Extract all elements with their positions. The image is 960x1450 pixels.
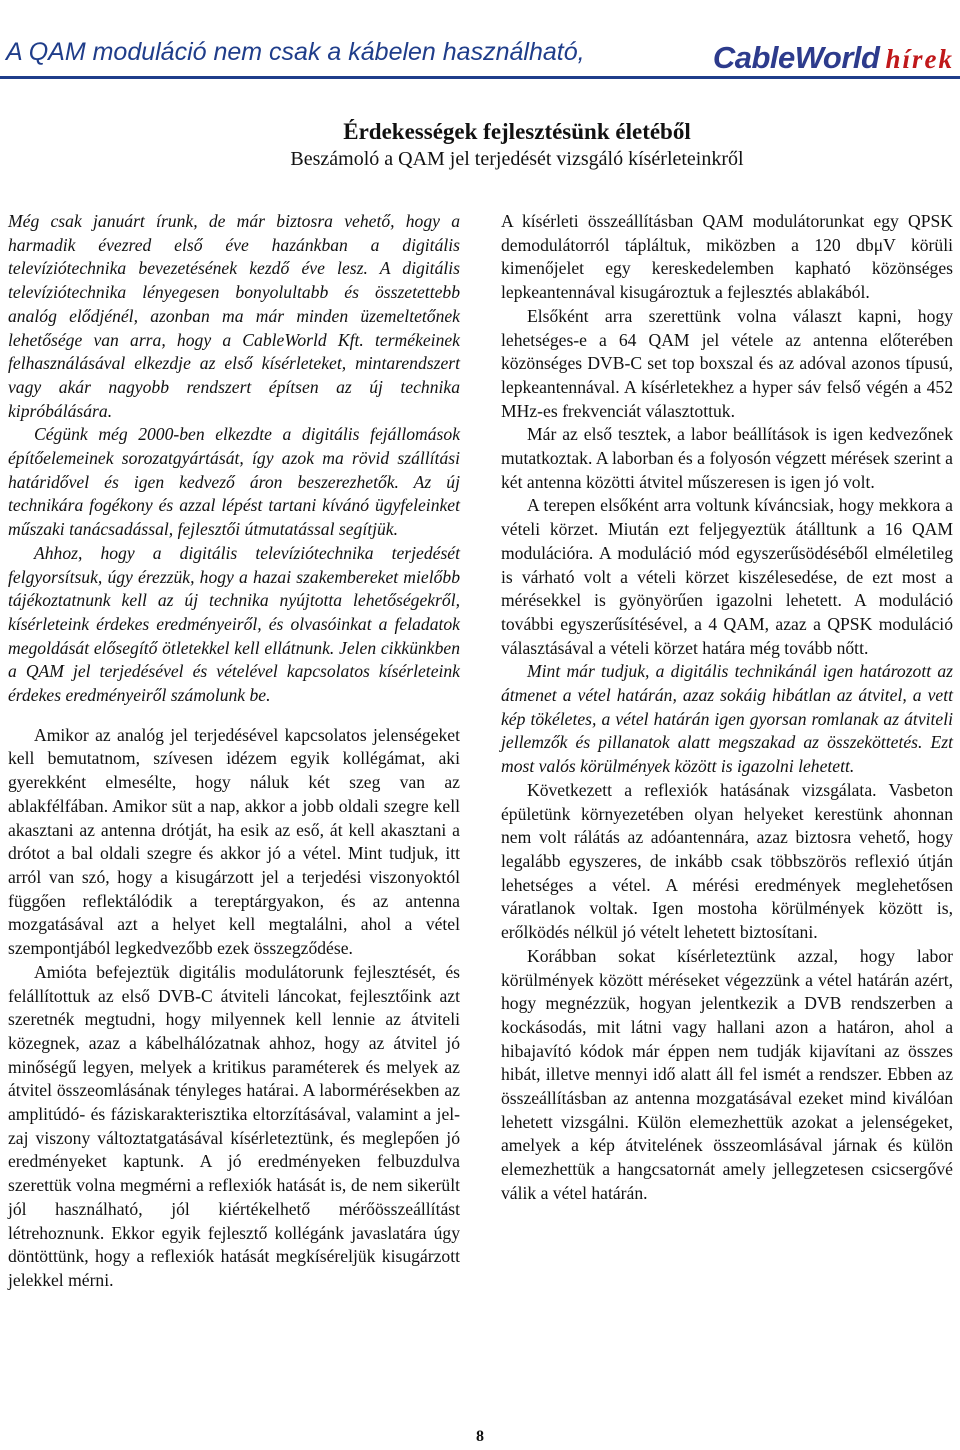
left-column xyxy=(8,210,460,1293)
cableworld-logo xyxy=(713,40,954,76)
logo-main-text: CableWorld xyxy=(712,40,880,75)
intro-paragraph: Még csak januárt írunk, de már biztosra vehető, hogy a harmadik évezred első éve hazánkban a digitális televíziótechnika bevezetésének kezdő éve lesz. A digitális televíziótechnika lényegesen bonyolultabb és összetettebb analóg elődjénél, azonban ma már minden üzemeltetőnek lehetősége van arra, hogy a CableWorld Kft. termékeinek felhasználásával elkezdje az első kísérleteket, mintarendszert vagy akár nagyobb rendszert építsen az új technika kipróbálására. xyxy=(8,211,460,421)
header-title: A QAM moduláció nem csak a kábelen használható, xyxy=(6,38,585,66)
body-paragraph: A terepen elsőként arra voltunk kíváncsiak, hogy mekkora a vételi körzet. Miután ezt feljegyeztük átálltunk a 16 QAM modulációra. A moduláció mód egyszerűsödéséből elméletileg is várható volt a vételi körzet kiszélesedése, de ezt most a mérésekkel is gyönyörűen igazolni lehetett. A moduláció további egyszerűsítésével, a 4 QAM, azaz a QPSK moduláció választásával a vételi körzet határa még tovább nőtt. xyxy=(501,495,953,658)
body-paragraph-italic: Mint már tudjuk, a digitális technikánál igen határozott az átmenet a vétel határán, azaz sokáig hibátlan az átvitel, a vett kép tökéletes, a vétel határán igen gyorsan romlanak az átviteli jellemzők és pillanatok alatt megszakad az összeköttetés. Ezt most valós körülmények között is igazolni lehetett. xyxy=(501,661,953,777)
page-number: 8 xyxy=(476,1428,484,1445)
body-paragraph: Korábban sokat kísérleteztünk azzal, hogy labor körülmények között méréseket végezzünk a vétel határán azért, hogy megnézzük, hogyan jelentkezik a DVB rendszerben a kockásodás, mit látni vagy hallani azon a határon, ahol a hibajavító kódok már éppen nem tudják kijavítani az összes hibát, illetve mennyi idő alatt áll fel ismét a rendszer. Ebben az összeállításban az antenna mozgatásával ezeket mind kiválóan lehetett vizsgálni. Külön elemezhettük azokat a jelenségeket, amelyek a kép átvitelének összeomlásával járnak és külön elemezhettük a hangcsatornát amely jellegzetesen csicsergővé válik a vétel határán. xyxy=(501,945,953,1203)
right-column xyxy=(501,210,953,1206)
body-paragraph: Amióta befejeztük digitális modulátorunk fejlesztését, és felállítottuk az első DVB-C átviteli láncokat, fejlesztőink azt szeretnék megtudni, hogy milyennek kell lennie az átviteli közegnek, azaz a kábelhálózatnak ahhoz, hogy az átvitel jó minőségű legyen, melyek a kritikus paraméterek és melyek az átvitel összeomlásának tényleges határai. A labormérésekben az amplitúdó- és fáziskarakterisztika eltorzításával, valamint a jel-zaj viszony változtatgatásával kísérleteztünk, és meglepően jó eredményeket kaptunk. A jó eredményeken felbuzdulva szerettük volna megmérni a reflexiók hatását is, de nem sikerült jól használható, jól kiértékelhető mérőösszeállítást létrehoznunk. Ekkor egyik fejlesztő kollégánk javaslatára úgy döntöttünk, hogy a reflexiók hatását megkíséreljük kisugárzott jelekkel mérni. xyxy=(8,961,460,1290)
body-paragraph: Amikor az analóg jel terjedésével kapcsolatos jelenségeket kell bemutatnom, szívesen idézem egyik kollégámat, aki gyerekként elmesélte, hogy náluk két szeg van az ablakfélfában. Amikor süt a nap, akkor a jobb oldali szegre kell akasztani az antenna drótját, ha esik az eső, át kell akasztani a drótot a bal oldali szegre és akkor jó a vétel. Mint tudjuk, itt arról van szó, hogy a kisugárzott jel a terjedési viszonyoktól függően reflektálódik a tereptárgyakon, és az antenna mozgatásával azt a helyet kell megtalálni, ahol a vétel szempontjából legkedvezőbb ezek összegződése. xyxy=(8,724,460,959)
intro-paragraph: Ahhoz, hogy a digitális televíziótechnika terjedését felgyorsítsuk, úgy érezzük, hogy a hazai szakembereket mielőbb tájékoztatnunk kell az új technika nyújtotta lehetőségekről, kísérleteink érdekes eredményeiről, és olvasóinkat a feladatok megoldását elősegítő ötletekkel kell ellátnunk. Jelen cikkünkben a QAM jel terjedésével és vételével kapcsolatos kísérleteink érdekes eredményeiről számolunk be. xyxy=(8,542,460,706)
article-subtitle: Beszámoló a QAM jel terjedését vizsgáló kísérleteinkről xyxy=(290,148,744,170)
body-paragraph: Elsőként arra szerettünk volna választ kapni, hogy lehetséges-e a 64 QAM jel vétele az antenna előterében közönséges DVB-C set top boxszal és az adóval azonos típusú, lepkeantennával. A kísérletekhez a hyper sáv felső végén a 452 MHz-es frekvenciát választottuk. xyxy=(501,305,953,421)
article-title: Érdekességek fejlesztésünk életéből xyxy=(343,119,691,144)
header-divider xyxy=(0,76,960,79)
article-heading xyxy=(0,118,960,172)
logo-sub-text: hírek xyxy=(885,44,954,74)
intro-paragraph: Cégünk még 2000-ben elkezdte a digitális fejállomások építőelemeinek sorozatgyártását, így azok ma rövid szállítási határidővel és igen kedvező áron beszerezhetők. Az új technikára fogékony és azzal lépést tartani kívánó ügyfeleinket műszaki tanácsadással, fejlesztői útmutatással segítjük. xyxy=(8,424,460,540)
body-paragraph: Következett a reflexiók hatásának vizsgálata. Vasbeton épületünk környezetében olyan helyeket kerestünk ahonnan nem volt rálátás az adóantennára, azaz biztosra vehető, hogy legalább egyszeres, de inkább csak többszörös reflexió útján lehetséges a vétel. A mérési eredmények meglehetősen váratlanok voltak. Igen mostoha körülmények között is, erőlködés nélkül jó vételt lehetett biztosítani. xyxy=(501,779,953,943)
body-paragraph: A kísérleti összeállításban QAM modulátorunkat egy QPSK demodulátorról tápláltuk, miközben a 120 dbμV körüli kimenőjelet egy kereskedelemben kapható közönséges lepkeantennával kisugároztuk a fejlesztés ablakából. xyxy=(501,211,953,303)
body-paragraph: Már az első tesztek, a labor beállítások is igen kedvezőnek mutatkoztak. A laborban és a folyosón végzett mérések szerint a két antenna közötti átvitel műszeresen is igen jó volt. xyxy=(501,424,953,492)
page-header xyxy=(0,0,960,80)
